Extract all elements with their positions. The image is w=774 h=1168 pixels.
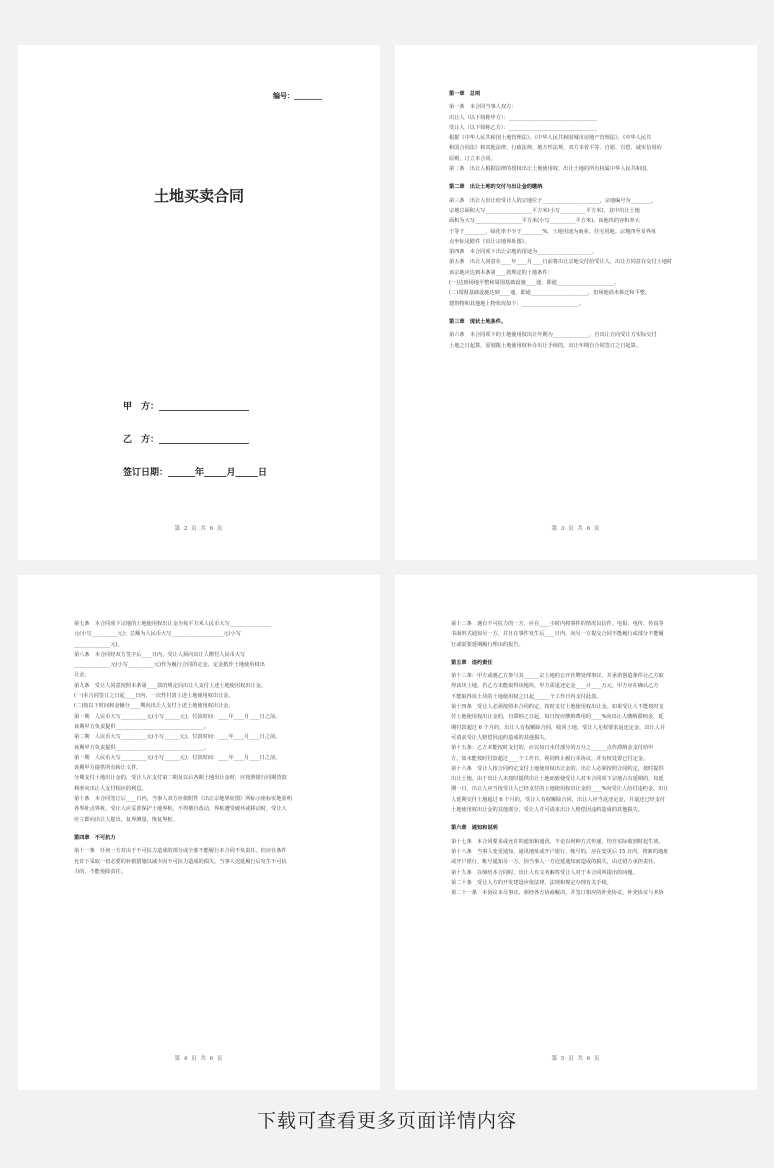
chapter-heading: 第二章 出让土地的交付与出让金的缴纳 [449, 184, 543, 191]
text-line: 第十八条 当事人变更通知、通讯地址或开户银行、帐号的，应在变更后 15 日内，将新的地址 [451, 848, 669, 855]
text-line: 和国合同法》和其他法律、行政法规、地方性法规，双方本着平等、自愿、有偿、诚实信用的 [449, 145, 662, 152]
text-line: 第三条 出让人出让给受让人的宗地位于______________________，宗地编号为________， [449, 197, 657, 204]
text-line: (一)达到场地平整和周围基础设施____通，即通______________________。 [449, 280, 620, 287]
document-page-5 [395, 575, 757, 1090]
text-line: 第十一条 任何一方对由于不可抗力造成的部分或全部不能履行本合同不负责任。但应在条件 [74, 848, 287, 855]
text-line: 第九条 受让人同意按照本条第____款的规定向出让人支付上述土地使用权出让金。 [74, 682, 266, 689]
text-line: 第一期 人民币大写__________元(小写______元)，付款时间：____年____月____日之前， [74, 754, 281, 761]
text-line: 第十条 本合同签订后____日内，当事人双方应依附件《出让宗地界址图》所标示座标实地验明 [74, 796, 292, 803]
page-number: 第 2 页 共 6 页 [174, 526, 224, 532]
page-number: 第 3 页 共 6 页 [551, 526, 601, 532]
text-line: 该期甲方负责提供__________________________________。 [74, 744, 209, 751]
sign-date-line: 签订日期：______年_____月_____日 [123, 468, 268, 478]
chapter-heading: 第四章 不可抗力 [74, 834, 116, 841]
text-line: 第十六条 受让人按合同约定支付土地使用权出让金的，出让人必须按照合同约定，按时提供 [451, 765, 664, 772]
chapter-heading: 第五章 违约责任 [451, 659, 493, 666]
document-page-3 [395, 45, 757, 560]
text-line: 第一条 本合同当事人双方： [449, 104, 517, 111]
text-line: 第十七条 本合同要求或允许的通知和通讯，不论以何种方式传递，均自实际收到时起生效。 [451, 838, 664, 845]
chapter-heading: 第一章 总则 [449, 91, 481, 97]
text-line: 土地之日起算，原划拨土地使用权补办出让手续的，出让年期自合同签订之日起算。 [449, 342, 641, 349]
text-line: 或开户银行、帐号通知另一方。因当事人一方迟延通知而造成的损失，由过错方承担责任。 [451, 859, 659, 866]
contract-title: 土地买卖合同 [153, 187, 244, 205]
text-line: 元(小写__________元)；总额为人民币大写____________________元(小写 [74, 631, 241, 638]
page-3-body [449, 89, 703, 351]
download-more-link[interactable]: 下载可查看更多页面详情内容 [256, 1110, 517, 1132]
document-page-4 [18, 575, 380, 1090]
text-line: 期一日，出让人应当按受让人已经支付的土地使用权出让金的____%向受让人给付违约金。出让 [451, 786, 669, 793]
text-line: 宗地总面积大写__________________平方米(小写__________平方米)，其中出让土地 [449, 207, 640, 214]
text-line: 第十三条：甲方或遇乙方参与其______宗土地的公开挂牌处理事宜，并承诺创造条件让乙方取 [451, 673, 664, 680]
text-line: 于等于________，绿化率不少于________%。土地用途为商业、住宅用地。宗地四至及界址 [449, 228, 657, 235]
text-line: 第一期 人民币大写__________元(小写______元)，付款时间：____年____月____日之前。 [74, 713, 281, 720]
text-line: (一)本合同签订之日起____日内，一次性付清上述土地使用权出让金。 [74, 693, 234, 700]
text-line: 书面形式通知另一方，并且在事件发生后____日内，向另一方提交合同不能履行或部分不能履 [451, 631, 664, 638]
party-b-line: 乙 方：____________________ [123, 435, 250, 445]
text-line: (二)按以下时间和金额分____期向出让人支付上述土地使用权出让金。 [74, 703, 234, 710]
text-line: 分期支付土地出让金的，受让人在支付第二期及以后各期土地出让金时，应按照银行同期贷款 [74, 775, 287, 782]
contract-number-label: 编号：________ [273, 91, 322, 100]
text-line: 该期甲方提供所有转让文件。 [74, 765, 142, 772]
text-line: 第二条 出让人根据法律的授权出让土地使用权，出让土地的所有权属中华人民共和国。 [449, 166, 652, 173]
chapter-heading: 第六章 通知和说明 [451, 825, 498, 832]
text-line: 第十九条 在缔结本合同时，出让人有义务解答受让人对于本合同所提出的问题。 [451, 869, 638, 876]
text-line: 应立即向出让人提出，复界测量，恢复界桩。 [74, 816, 178, 823]
text-line: 建筑物和其他地上物状况如下：______________________。 [449, 300, 584, 307]
text-line: 该期甲方负责提供__________________________________。 [74, 723, 209, 730]
text-line: ______________元)。 [74, 641, 123, 648]
text-line: 第十二条 遇有不可抗力的一方，应在____小时内将事件的情况以信件、电报、电传、传真等 [451, 621, 664, 627]
text-line: 原则，订立本合同。 [449, 155, 496, 162]
text-line: 第二期 人民币大写__________元(小写______元)，付款时间：____年____月____日之前。 [74, 734, 281, 741]
text-line: 不能取得该土块的土地使用权之日起______个工作日内支付此款。 [451, 693, 602, 700]
text-line: 第二十一条 本协议未尽事宜，须经各方协商解决，并签订相应的补充协议，补充协议与本协 [451, 890, 664, 897]
text-line: 点坐标见附件《出让宗地界址图》。 [449, 238, 530, 245]
page-5-body [451, 619, 701, 898]
text-line: 第八条 本合同经双方签字后____日内，受让人须向出让人缴付人民币大写 [74, 651, 246, 658]
text-line: 根据《中华人民共和国土地管理法》、《中华人民共和国城市房地产管理法》、《中华人民共 [449, 135, 652, 142]
text-line: 第六条 本合同项下的土地使用权出让年期为______________，自出让方向受让方实际交付 [449, 332, 657, 339]
cover-page [18, 45, 380, 560]
text-line: (二)周围基础设施达到____通，即通______________________，但场地尚未拆迁和平整， [449, 290, 651, 297]
page-4-body [74, 619, 324, 877]
text-line: 付土地使用权出让金的，自滞纳之日起，每日按应缴纳费用的____%向出让人缴纳滞纳金，延 [451, 714, 664, 721]
text-line: 可请求受让人赔偿因违约造成的其他损失。 [451, 734, 550, 741]
party-a-line: 甲 方：____________________ [123, 402, 250, 412]
text-line: 人延期交付土地超过 6 个月的，受让人有权解除合同，出让人应当返还定金，并退还已经支付 [451, 796, 666, 803]
text-line: 第七条 本合同项下宗地的土地使用权出让金为每平方米人民币大写________________ [74, 621, 272, 627]
text-line: 该宗地应达到本条第____款规定的土地条件： [449, 269, 553, 276]
text-line: 行或需要延期履行理由的报告。 [451, 641, 524, 648]
text-line: 得该块土地，若乙方未能取得该地块，甲方需退还定金____计____万元，甲方应在确认乙方 [451, 683, 659, 690]
text-line: ______________元(小写__________元)作为履行合同的定金，定金抵作土地使用权出 [74, 662, 265, 669]
text-line: 方。如未能按时付款超过____个工作日，视同终止履行本协议，并有权处置已付定金。 [451, 755, 649, 762]
text-line: 面积为大写__________________平方米(小写__________平方米)。该地块的容积率大 [449, 218, 640, 225]
text-line: 第十四条 受让人必须按照本合同约定，按时支付土地使用权出让金。如果受让人不能按时支 [451, 704, 664, 711]
text-line: 第四条 本合同项下出让宗地的用途为_____________________。 [449, 249, 597, 256]
text-line: 期付款超过 6 个月的，出让人有权解除合同，收回土地，受让人无权要求返还定金，出让人并 [451, 724, 666, 731]
text-line: 土地使用权出让金的其他部分，受让人并可请求出让人赔偿因违约造成的其他损失。 [451, 807, 643, 814]
text-line: 出让土地。由于出让人未按时提供出让土地而致使受让人对本合同项下宗地占有延期的，每延 [451, 776, 664, 783]
page-number: 第 4 页 共 6 页 [174, 1056, 224, 1062]
text-line: 允许下采取一切必要的补救措施以减少因不可抗力造成的损失。当事人迟延履行后发生不可抗 [74, 858, 287, 865]
text-line: 力的，不能免除责任。 [74, 868, 126, 875]
text-line: 第二十条 受让人方的开发建设应依法律、法规和规定办理有关手续。 [451, 879, 612, 886]
text-line: 第五条 出让人同意在____年____月____日前将出让宗地交付给受让人，出让方同意在交付土地时 [449, 259, 673, 266]
text-line: 各界址点界桩。受让人应妥善保护土地界桩，不得擅自改动，界桩遭受破坏或移动时，受让人 [74, 806, 287, 813]
chapter-heading: 第三章 现状土地条件。 [449, 318, 507, 325]
page-number: 第 5 页 共 6 页 [551, 1056, 601, 1062]
text-line: 第十五条：乙方未能按时支付的，应以每日未付部分的万分之______点作滞纳金支付给甲 [451, 745, 654, 752]
text-line: 出让人（以下简称甲方）：__________________________________ [449, 114, 597, 121]
text-line: 让金。 [74, 672, 90, 679]
text-line: 利率向出让人支付相应的利息。 [74, 785, 147, 792]
text-line: 受让人（以下简称乙方）：__________________________________ [449, 124, 597, 131]
